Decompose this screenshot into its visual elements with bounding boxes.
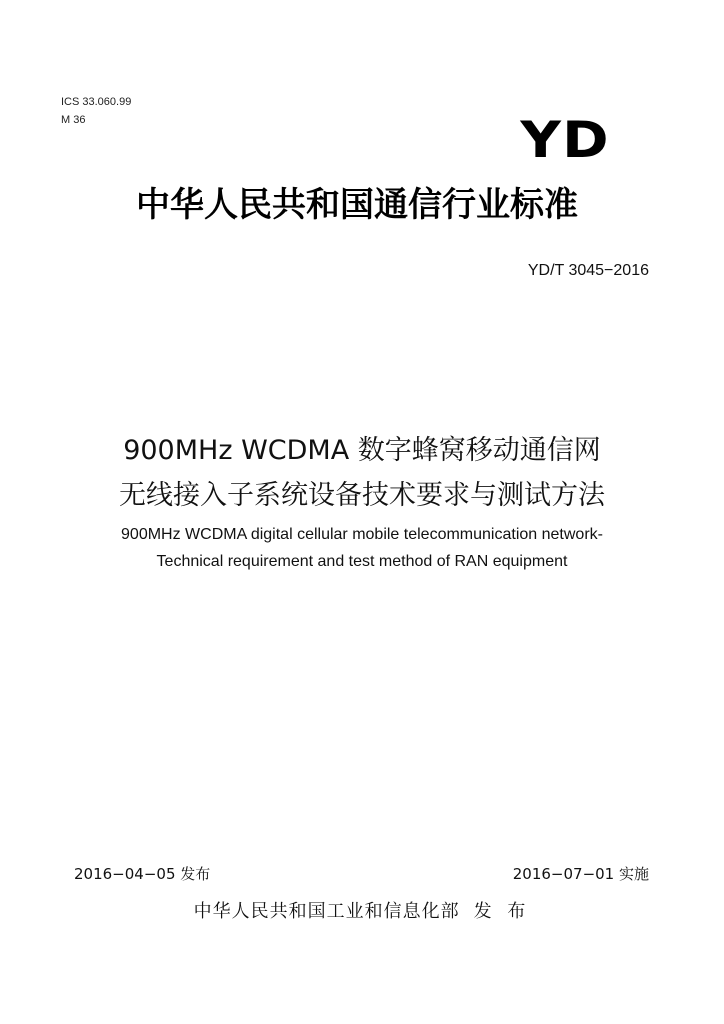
yd-logo: YD <box>520 111 610 169</box>
title-english-line-1: 900MHz WCDMA digital cellular mobile telecommunication network- <box>121 526 603 543</box>
title-chinese-line-1: 900MHz WCDMA 数字蜂窝移动通信网 <box>123 435 601 466</box>
implementation-date: 2016−07−01 实施 <box>512 865 649 883</box>
standard-type-text: 中华人民共和国通信行业标准 <box>136 185 578 225</box>
ccs-code: M 36 <box>61 114 86 126</box>
title-english-line-2: Technical requirement and test method of RAN equipment <box>156 553 568 570</box>
ics-code: ICS 33.060.99 <box>61 96 132 108</box>
standard-type-heading <box>0 184 724 226</box>
issue-date: 2016−04−05 发布 <box>74 865 211 883</box>
standard-number: YD/T 3045−2016 <box>527 262 649 279</box>
title-chinese-line-2: 无线接入子系统设备技术要求与测试方法 <box>119 480 605 511</box>
publisher-action: 发 布 <box>473 901 531 922</box>
publisher-line <box>0 900 724 924</box>
publisher-name: 中华人民共和国工业和信息化部 <box>193 901 460 922</box>
